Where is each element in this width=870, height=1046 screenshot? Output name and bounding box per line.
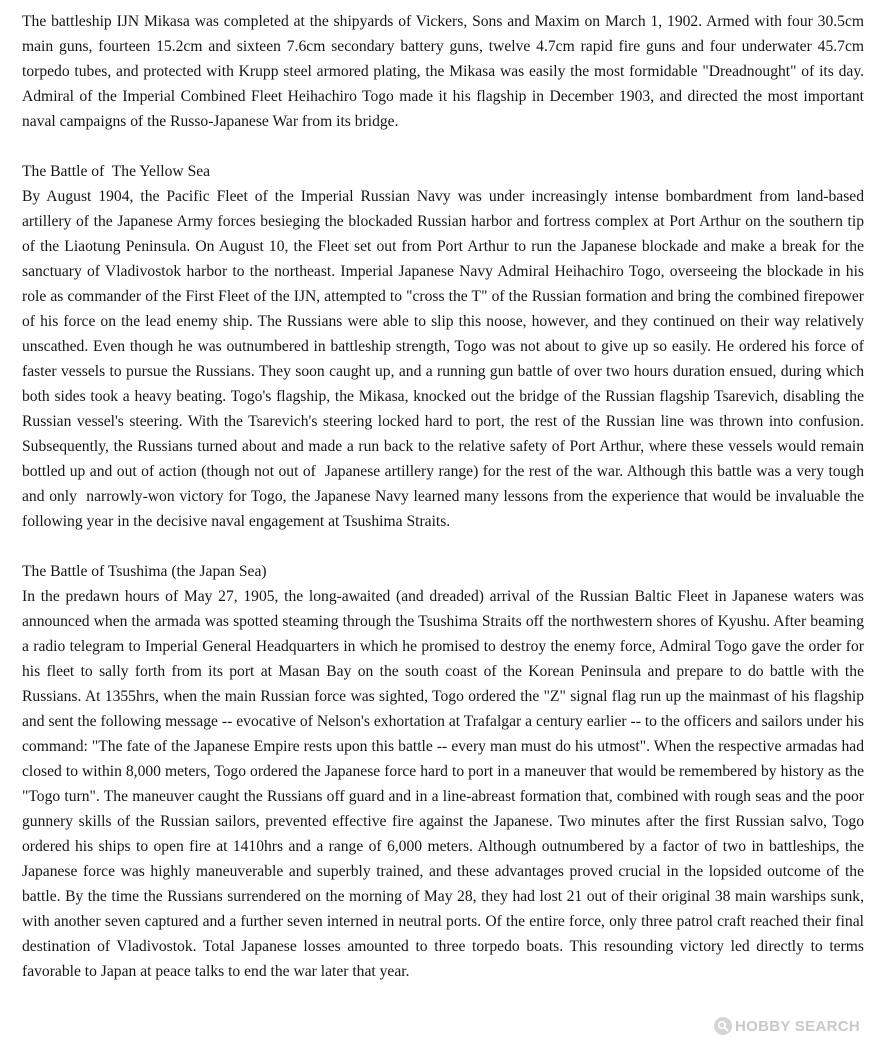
section-body: In the predawn hours of May 27, 1905, the long-awaited (and dreaded) arrival of the Russian Baltic Fleet in Japanese waters was announced when the armada was spotted steaming through the Tsushima Straits off the northwestern shores of Kyushu. After beaming a radio telegram to Imperial General Headquarters in which he promised to destroy the enemy force, Admiral Togo gave the order for his fleet to sally forth from its port at Masan Bay on the south coast of the Korean Peninsula and prepare to do battle with the Russians. At 1355hrs, when the main Russian force was sighted, Togo ordered the "Z" signal flag run up the mainmast of his flagship and sent the following message -- evocative of Nelson's exhortation at Trafalgar a century earlier -- to the officers and sailors under his command: "The fate of the Japanese Empire rests upon this battle -- every man must do his utmost". When the respective armadas had closed to within 8,000 meters, Togo ordered the Japanese force hard to port in a maneuver that would be remembered by history as the "Togo turn". The maneuver caught the Russians off guard and in a line-abreast formation that, combined with rough seas and the poor gunnery skills of the Russian sailors, prevented effective fire against the Japanese. Two minutes after the first Russian salvo, Togo ordered his ships to open fire at 1410hrs and a range of 6,000 meters. Although outnumbered by a factor of two in battleships, the Japanese force was highly maneuverable and superbly trained, and these advantages proved crucial in the lopsided outcome of the battle. By the time the Russians surrendered on the morning of May 28, they had lost 21 out of their original 38 main warships sunk, with another seven captured and a further seven interned in neutral ports. Of the entire force, only three patrol craft reached their final destination of Vladivostok. Total Japanese losses amounted to three torpedo boats. This resounding victory led directly to terms favorable to Japan at peace talks to end the war later that year. xyxy=(22,588,864,980)
section-heading: The Battle of Tsushima (the Japan Sea) xyxy=(22,563,267,580)
section-tsushima xyxy=(22,559,864,984)
document xyxy=(22,9,868,984)
section-heading: The Battle of The Yellow Sea xyxy=(22,163,211,180)
watermark-text: HOBBY SEARCH xyxy=(734,1017,860,1035)
watermark xyxy=(714,1015,860,1037)
paragraph-gap xyxy=(22,134,864,159)
intro-paragraph: The battleship IJN Mikasa was completed at the shipyards of Vickers, Sons and Maxim on March 1, 1902. Armed with four 30.5cm main guns, fourteen 15.2cm and sixteen 7.6cm secondary battery guns, twelve 4.7cm rapid fire guns and four underwater 45.7cm torpedo tubes, and protected with Krupp steel armored plating, the Mikasa was easily the most formidable "Dreadnought" of its day. Admiral of the Imperial Combined Fleet Heihachiro Togo made it his flagship in December 1903, and directed the most important naval campaigns of the Russo-Japanese War from its bridge. xyxy=(22,13,864,130)
section-body: By August 1904, the Pacific Fleet of the Imperial Russian Navy was under increasingly intense bombardment from land-based artillery of the Japanese Army forces besieging the blockaded Russian harbor and fortress complex at Port Arthur on the southern tip of the Liaotung Peninsula. On August 10, the Fleet set out from Port Arthur to run the Japanese blockade and make a break for the sanctuary of Vladivostok harbor to the northeast. Imperial Japanese Navy Admiral Heihachiro Togo, overseeing the blockade in his role as commander of the First Fleet of the IJN, attempted to "cross the T" of the Russian formation and bring the combined firepower of his force on the lead enemy ship. The Russians were able to slip this noose, however, and they continued on their way relatively unscathed. Even though he was outnumbered in battleship strength, Togo was not about to give up so easily. He ordered his force of faster vessels to pursue the Russians. They soon caught up, and a running gun battle of over two hours duration ensued, during which both sides took a heavy beating. Togo's flagship, the Mikasa, knocked out the bridge of the Russian flagship Tsarevich, disabling the Russian vessel's steering. With the Tsarevich's steering locked hard to port, the rest of the Russian line was thrown into confusion. Subsequently, the Russians turned about and made a run back to the relative safety of Port Arthur, where these vessels would remain bottled up and out of action (though not out of Japanese artillery range) for the rest of the war. Although this battle was a very tough and only narrowly-won victory for Togo, the Japanese Navy learned many lessons from the experience that would be invaluable the following year in the decisive naval engagement at Tsushima Straits. xyxy=(22,188,868,530)
section-yellow-sea xyxy=(22,159,868,534)
hobby-search-logo-icon xyxy=(714,1017,732,1035)
paragraph-gap xyxy=(22,534,864,559)
